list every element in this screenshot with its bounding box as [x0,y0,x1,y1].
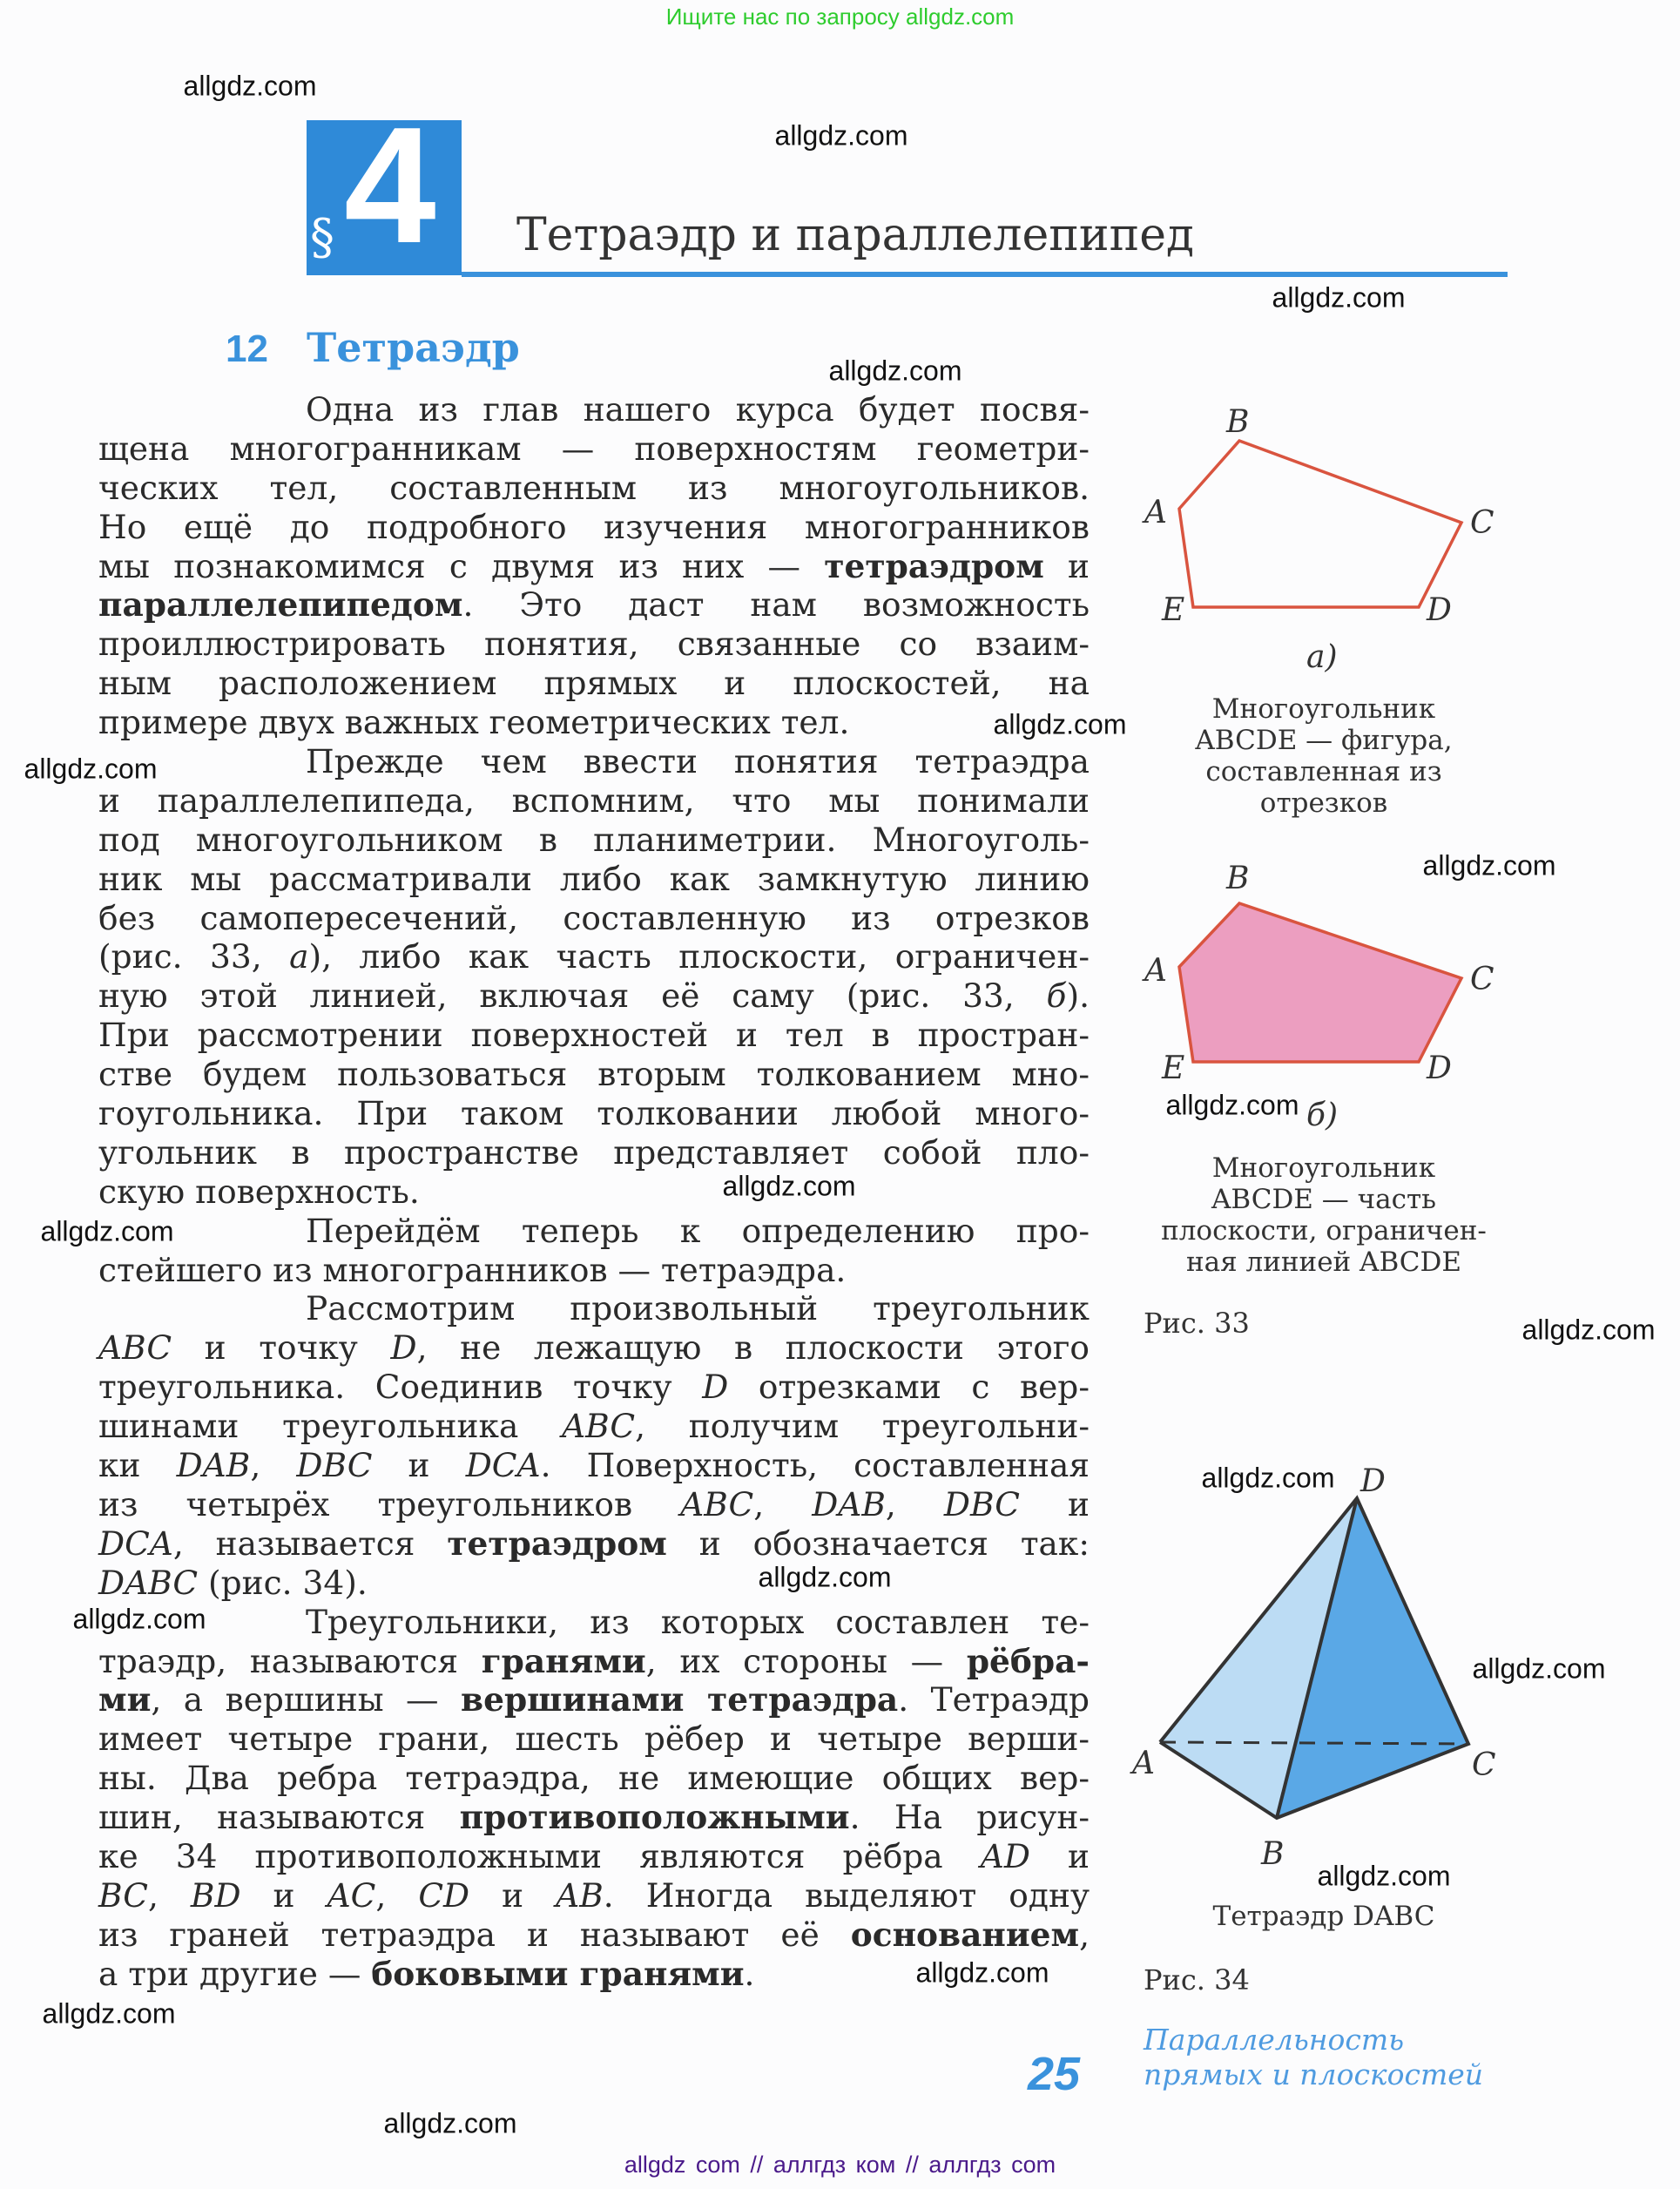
label-e: E [1162,592,1185,628]
text-run: . Это даст нам возможность [462,585,1090,625]
watermark: allgdz.com [758,1561,892,1593]
fig33-label: Рис. 33 [1144,1307,1250,1340]
chapter-title: Тетраэдр и параллелепипед [516,209,1195,261]
text-run: и [372,1446,466,1485]
text-run: ным расположением прямых и плоскостей, на [98,664,1090,703]
text-run: треугольника. Соединив точку [98,1368,703,1407]
label-e: E [1162,1051,1185,1086]
chapter-number: 4 [344,93,436,278]
text-run: Прежде чем ввести понятия тетраэдра [306,742,1090,781]
text-run: а три другие — [98,1954,372,1993]
fig34-caption: Тетраэдр DABC [1212,1901,1435,1932]
text-run: , а вершины — [151,1680,462,1719]
text-run: мы познакомимся с двумя из них — [98,546,825,585]
math-notation: DBC [943,1484,1020,1524]
text-run: ческих тел, составленным из многоугольников. [98,468,1090,507]
text-run: , [147,1875,191,1915]
label-d: D [1360,1463,1386,1499]
math-notation: DABC [98,1563,199,1602]
label-d: D [1427,1051,1452,1086]
label-b: B [1261,1836,1285,1872]
math-notation: BD [190,1875,241,1915]
running-title-line: прямых и плоскостей [1144,2057,1484,2091]
section-title: Тетраэдр [307,324,520,371]
text-run: , получим треугольни- [635,1407,1090,1446]
bold-term: противоположными [459,1798,850,1837]
watermark: allgdz.com [24,753,158,785]
bold-term: вершинами тетраэдра [461,1680,899,1719]
running-title-line: Параллельность [1144,2023,1405,2057]
text-run: примере двух важных геометрических тел. [98,703,850,742]
text-run: . Поверхность, составленная [540,1446,1090,1485]
math-notation: DCA [98,1524,173,1563]
caption-line: Многоугольник [1211,1152,1436,1184]
text-run: скую поверхность. [98,1172,420,1211]
text-run: и параллелепипеда, вспомним, что мы понимали [98,780,1090,820]
text-run: проиллюстрировать понятия, связанные со взаим- [98,625,1090,664]
text-run: стве будем пользоваться вторым толкованием мно- [98,1055,1090,1094]
math-notation: D [702,1368,729,1407]
footer-links[interactable]: allgdz com // аллгдз ком // аллгдз com [624,2152,1056,2178]
text-run: , [1079,1915,1090,1954]
fig34-label: Рис. 34 [1144,1963,1250,1996]
fig-letter-a: а) [1306,639,1338,675]
text-run: При рассмотрении поверхностей и тел в простран- [98,1016,1090,1055]
text-run: ную этой линией, включая её саму (рис. 33, [98,976,1047,1016]
label-a: A [1144,495,1167,530]
search-banner[interactable]: Ищите нас по запросу allgdz.com [665,3,1015,30]
page-number: 25 [1028,2048,1081,2100]
text-run: ник мы рассматривали либо как замкнутую линию [98,859,1090,898]
section-symbol: § [310,209,334,266]
text-run: и обозначается так: [666,1524,1090,1563]
watermark: allgdz.com [1521,1314,1656,1346]
text-run: ки [98,1446,177,1485]
text-run: из граней тетраэдра и называют её [98,1915,851,1954]
watermark: allgdz.com [1472,1652,1606,1685]
text-run: , [375,1875,419,1915]
label-a: A [1132,1746,1155,1781]
text-run: отрезками с вер- [728,1368,1090,1407]
watermark: allgdz.com [42,1997,176,2030]
fig33a-caption [1141,693,1507,819]
text-run: . [744,1954,755,1993]
polygon-filled-b [1179,903,1461,1062]
text-run: гоугольника. При таком толковании любой много- [98,1094,1090,1133]
watermark: allgdz.com [774,119,908,152]
math-notation: а [289,937,309,976]
watermark: allgdz.com [183,70,317,102]
text-run: стейшего из многогранников — тетраэдра. [98,1250,847,1289]
section-number: 12 [226,328,268,370]
text-run: , [250,1446,297,1485]
watermark: allgdz.com [72,1603,206,1635]
label-b: B [1226,404,1250,440]
bold-term: боковыми гранями [371,1954,745,1993]
label-b: B [1226,861,1250,896]
watermark: allgdz.com [1272,281,1406,314]
fig33b-caption [1141,1152,1507,1278]
text-run: и точку [172,1328,391,1368]
bold-term: тетраэдром [447,1524,667,1563]
math-notation: DAB [812,1484,886,1524]
label-c: C [1472,1747,1496,1783]
text-run: щена многогранникам — поверхностям геометри- [98,429,1090,468]
bold-term: основанием [850,1915,1080,1954]
text-run: и [240,1875,327,1915]
label-c: C [1470,962,1494,997]
text-run: . Тетраэдр [898,1680,1090,1719]
text-run: ), либо как часть плоскости, ограничен- [308,937,1090,976]
fig-letter-b: б) [1306,1098,1339,1133]
text-run: имеет четыре грани, шесть рёбер и четыре верши- [98,1719,1090,1759]
watermark: allgdz.com [1317,1860,1451,1892]
label-a: A [1144,953,1167,989]
running-title [1144,2023,1483,2092]
text-run: ке 34 противоположными являются рёбра [98,1836,981,1875]
text-run: (рис. 34). [198,1563,368,1602]
bold-term: ми [98,1680,152,1719]
text-run: . Иногда выделяют одну [603,1875,1090,1915]
watermark: allgdz.com [383,2107,517,2139]
text-run: , [753,1484,813,1524]
watermark: allgdz.com [1165,1089,1299,1121]
watermark: allgdz.com [40,1215,174,1247]
text-run: Треугольники, из которых составлен те- [306,1602,1090,1641]
text-run: , не лежащую в плоскости этого [416,1328,1090,1368]
math-notation: AB [556,1875,604,1915]
bold-term: рёбра- [966,1641,1090,1680]
text-run: угольник в пространстве представляет собой пло- [98,1132,1090,1172]
text-run: и [1019,1484,1090,1524]
text-run: . На рисун- [849,1798,1090,1837]
text-run: без самопересечений, составленную из отрезков [98,898,1090,937]
text-run: и [1029,1836,1090,1875]
math-notation: ABC [680,1484,754,1524]
label-c: C [1470,505,1494,541]
text-run: Рассмотрим произвольный треугольник [306,1289,1090,1328]
text-run: , называется [172,1524,448,1563]
text-run: из четырёх треугольников [98,1484,681,1524]
caption-line: плоскости, ограничен- [1161,1215,1487,1247]
text-run: ны. Два ребра тетраэдра, не имеющие общих вер- [98,1759,1090,1798]
text-run: шинами треугольника [98,1407,563,1446]
watermark: allgdz.com [915,1956,1049,1989]
text-run: ). [1066,976,1090,1016]
math-notation: CD [418,1875,470,1915]
math-notation: AD [980,1836,1030,1875]
text-run: Перейдём теперь к определению про- [306,1211,1090,1250]
text-run: и [1043,546,1090,585]
caption-line: Многоугольник [1211,693,1436,725]
math-notation: D [390,1328,417,1368]
text-run: Одна из глав нашего курса будет посвя- [306,390,1090,429]
text-run: траэдр, называются [98,1641,482,1680]
text-run: , их стороны — [645,1641,967,1680]
math-notation: DAB [176,1446,251,1485]
math-notation: ABC [98,1328,172,1368]
watermark: allgdz.com [1422,849,1556,882]
polygon-outline-a [1179,441,1461,607]
math-notation: BC [98,1875,148,1915]
math-notation: AC [327,1875,376,1915]
bold-term: тетраэдром [824,546,1044,585]
watermark: allgdz.com [828,355,962,387]
text-run: (рис. 33, [98,937,290,976]
math-notation: DBC [296,1446,373,1485]
bold-term: гранями [481,1641,646,1680]
label-d: D [1427,592,1452,628]
text-run: шин, называются [98,1798,460,1837]
watermark: allgdz.com [722,1170,856,1202]
watermark: allgdz.com [993,708,1127,740]
watermark: allgdz.com [1201,1462,1335,1494]
caption-line: ABCDE — часть [1211,1184,1437,1215]
text-run: Но ещё до подробного изучения многогранников [98,507,1090,546]
math-notation: DCA [465,1446,541,1485]
math-notation: б [1046,976,1067,1016]
text-run: , [885,1484,944,1524]
math-notation: ABC [562,1407,636,1446]
bold-term: параллелепипедом [98,585,463,625]
caption-line: ная линией ABCDE [1185,1247,1462,1278]
caption-line: составленная из [1205,756,1442,787]
caption-line: отрезков [1259,787,1388,819]
text-run: под многоугольником в планиметрии. Многоуголь- [98,820,1090,859]
caption-line: ABCDE — фигура, [1195,725,1453,756]
text-run: и [469,1875,557,1915]
